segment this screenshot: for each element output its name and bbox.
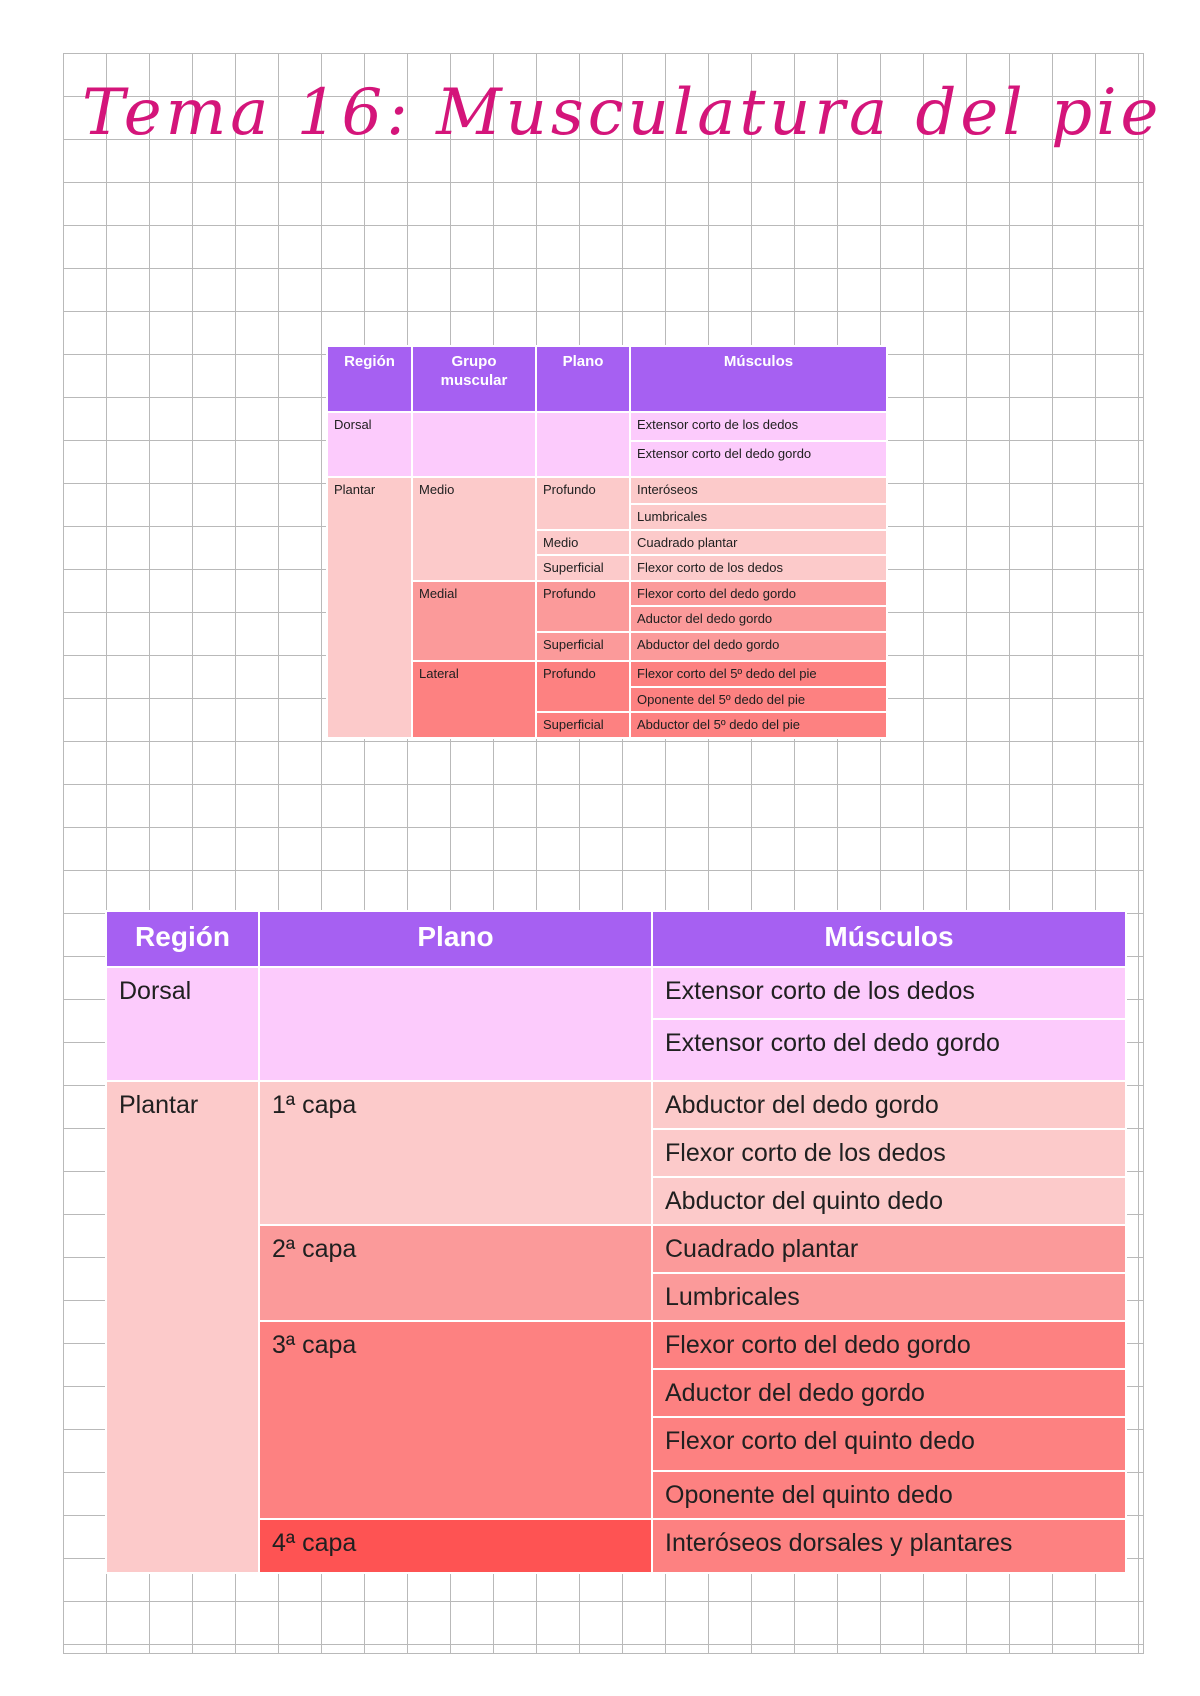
cell-plano: Medio <box>536 530 630 556</box>
cell-musculo: Lumbricales <box>652 1273 1126 1321</box>
cell-musculo: Flexor corto del dedo gordo <box>630 581 887 607</box>
header-grupo-muscular: Grupo muscular <box>412 346 536 412</box>
cell-region-plantar: Plantar <box>106 1081 259 1573</box>
cell-musculo: Abductor del dedo gordo <box>652 1081 1126 1129</box>
cell-plano-capa-1: 1ª capa <box>259 1081 652 1225</box>
cell-musculo: Extensor corto del dedo gordo <box>630 441 887 478</box>
cell-musculo: Oponente del 5º dedo del pie <box>630 687 887 713</box>
cell-musculo: Abductor del dedo gordo <box>630 632 887 662</box>
header-plano: Plano <box>536 346 630 412</box>
muscle-table-by-layer <box>105 910 1125 1560</box>
cell-musculo: Cuadrado plantar <box>652 1225 1126 1273</box>
header-musculos: Músculos <box>652 911 1126 967</box>
cell-musculo: Extensor corto de los dedos <box>630 412 887 441</box>
cell-grupo-medio: Medio <box>412 477 536 580</box>
cell-musculo: Oponente del quinto dedo <box>652 1471 1126 1519</box>
cell-plano: Profundo <box>536 477 630 529</box>
cell-grupo <box>412 412 536 477</box>
cell-grupo-lateral: Lateral <box>412 661 536 738</box>
cell-musculo: Interóseos dorsales y plantares <box>652 1519 1126 1573</box>
header-region: Región <box>327 346 412 412</box>
cell-plano: Profundo <box>536 661 630 712</box>
cell-musculo: Flexor corto del 5º dedo del pie <box>630 661 887 687</box>
cell-plano: Superficial <box>536 632 630 662</box>
cell-region-plantar: Plantar <box>327 477 412 738</box>
cell-plano: Superficial <box>536 712 630 738</box>
header-plano: Plano <box>259 911 652 967</box>
cell-musculo: Flexor corto del dedo gordo <box>652 1321 1126 1369</box>
cell-musculo: Extensor corto de los dedos <box>652 967 1126 1019</box>
cell-grupo-medial: Medial <box>412 581 536 662</box>
header-musculos: Músculos <box>630 346 887 412</box>
cell-musculo: Abductor del quinto dedo <box>652 1177 1126 1225</box>
cell-plano: Superficial <box>536 555 630 581</box>
cell-musculo: Flexor corto de los dedos <box>630 555 887 581</box>
cell-musculo: Extensor corto del dedo gordo <box>652 1019 1126 1081</box>
cell-plano-capa-4: 4ª capa <box>259 1519 652 1573</box>
muscle-table-by-group <box>326 345 886 739</box>
cell-plano-capa-2: 2ª capa <box>259 1225 652 1321</box>
page-title: Tema 16: Musculatura del pie <box>82 76 1163 150</box>
cell-musculo: Lumbricales <box>630 504 887 530</box>
cell-musculo: Flexor corto de los dedos <box>652 1129 1126 1177</box>
cell-musculo: Aductor del dedo gordo <box>652 1369 1126 1417</box>
cell-region-dorsal: Dorsal <box>106 967 259 1081</box>
cell-plano <box>536 412 630 477</box>
cell-musculo: Cuadrado plantar <box>630 530 887 556</box>
cell-plano-capa-3: 3ª capa <box>259 1321 652 1519</box>
cell-region-dorsal: Dorsal <box>327 412 412 477</box>
header-region: Región <box>106 911 259 967</box>
cell-musculo: Aductor del dedo gordo <box>630 606 887 632</box>
cell-plano: Profundo <box>536 581 630 632</box>
cell-plano <box>259 967 652 1081</box>
cell-musculo: Abductor del 5º dedo del pie <box>630 712 887 738</box>
cell-musculo: Flexor corto del quinto dedo <box>652 1417 1126 1471</box>
cell-musculo: Interóseos <box>630 477 887 504</box>
